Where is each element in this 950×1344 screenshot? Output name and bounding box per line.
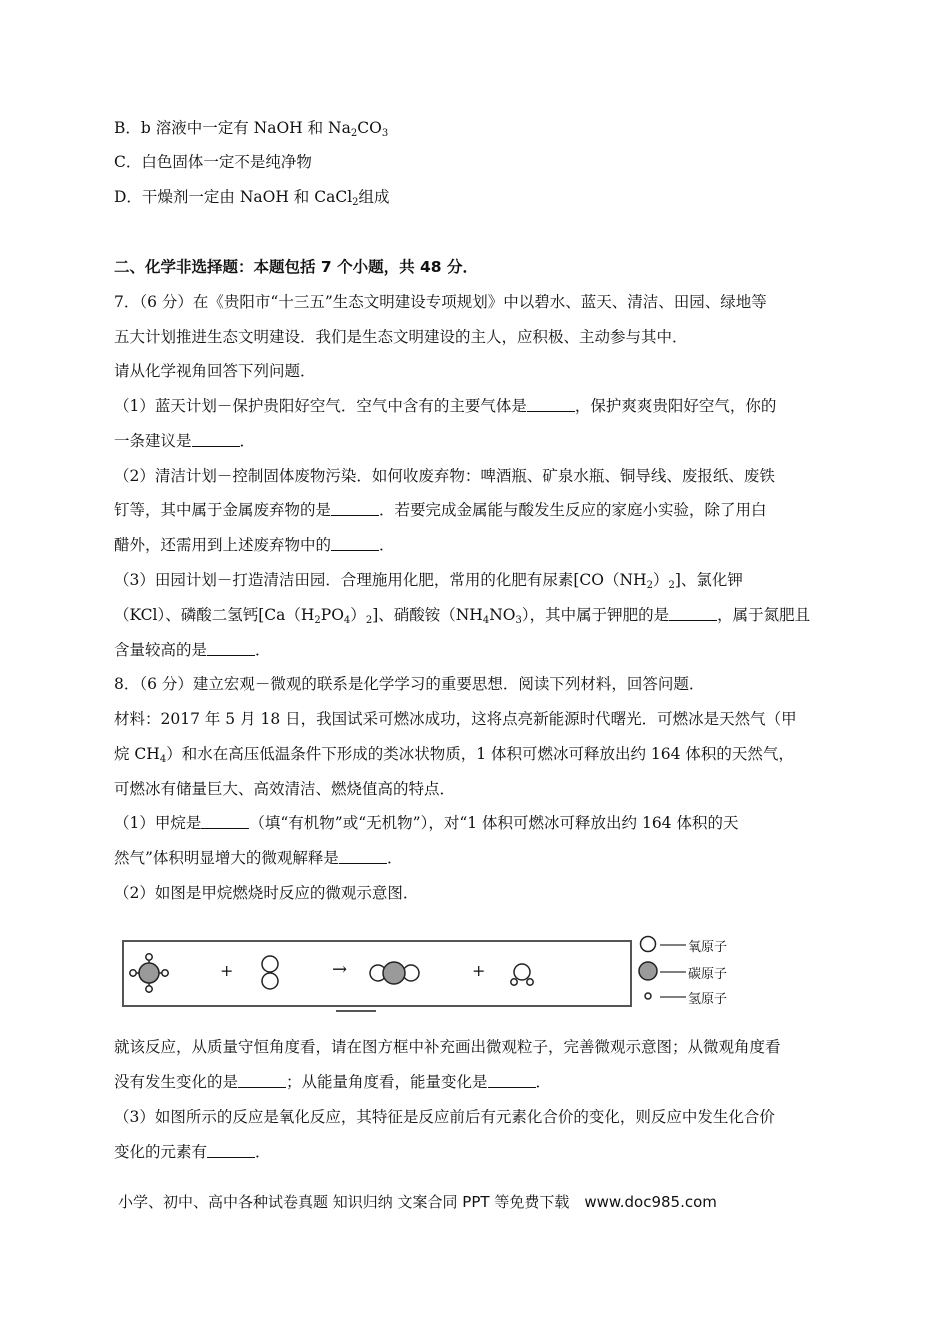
q8-material-line2: 烷 $CH_4$）和水在高压低温条件下形成的类冰状物质，1 体积可燃冰可释放出约 164 体积的天然气， bbox=[114, 745, 794, 765]
page-footer: 小学、初中、高中各种试卷真题 知识归纳 文案合同 PPT 等免费下载 www.doc985.com bbox=[118, 1193, 717, 1211]
q7-intro-line2: 五大计划推进生态文明建设．我们是生态文明建设的主人，应积极、主动参与其中． bbox=[114, 328, 688, 346]
q7-part2-line1: （2）清洁计划－控制固体废物污染．如何收废弃物：啤酒瓶、矿泉水瓶、铜导线、废报纸、废铁 bbox=[114, 467, 775, 485]
methane-molecule bbox=[130, 954, 168, 992]
option-c: C．白色固体一定不是纯净物 bbox=[114, 153, 312, 171]
plus-sign: + bbox=[472, 961, 486, 980]
q8-part1-line2: 然气”体积明显增大的微观解释是 ． bbox=[114, 849, 403, 867]
carbon-atom-icon bbox=[639, 962, 657, 980]
q8-after-line1: 就该反应，从质量守恒角度看，请在图方框中补充画出微观粒子，完善微观示意图；从微观角度看 bbox=[114, 1038, 781, 1056]
answer-blank[interactable] bbox=[207, 1143, 255, 1158]
q7-part2-line2: 钉等，其中属于金属废弃物的是 ．若要完成金属能与酸发生反应的家庭小实验，除了用白 bbox=[114, 501, 767, 519]
q8-part3-line1: （3）如图所示的反应是氧化反应，其特征是反应前后有元素化合价的变化，则反应中发生化合价 bbox=[114, 1108, 775, 1126]
answer-blank[interactable] bbox=[331, 536, 379, 551]
q8-part1-line1: （1）甲烷是 （填“有机物”或“无机物”），对“1 体积可燃冰可释放出约 164 体积的天 bbox=[114, 814, 739, 832]
atom-legend bbox=[636, 934, 786, 1014]
q8-part2-line1: （2）如图是甲烷燃烧时反应的微观示意图． bbox=[114, 884, 419, 902]
answer-blank[interactable] bbox=[192, 432, 240, 447]
answer-blank[interactable] bbox=[339, 849, 387, 864]
q7-part3-line3: 含量较高的是 ． bbox=[114, 641, 271, 659]
q8-material-line1: 材料：2017 年 5 月 18 日，我国试采可燃冰成功，这将点亮新能源时代曙光．可燃冰是天然气（甲 bbox=[114, 710, 797, 728]
answer-blank[interactable] bbox=[669, 606, 717, 621]
diagram-underline bbox=[336, 1010, 376, 1012]
answer-blank[interactable] bbox=[207, 641, 255, 656]
q7-part3-line2: （KCl）、磷酸二氢钙$[Ca(H_2PO_4)_2]$、硝酸铵$(NH_4NO_3)$，其中属于钾肥的是 ，属于氮肥且 bbox=[114, 606, 811, 626]
legend-carbon-label: 碳原子 bbox=[688, 967, 728, 982]
option-d: D．干燥剂一定由 NaOH 和 CaCl$_2$组成 bbox=[114, 188, 390, 208]
q8-intro: 8．（6 分）建立宏观－微观的联系是化学学习的重要思想．阅读下列材料，回答问题． bbox=[114, 675, 705, 693]
oxygen-molecule bbox=[262, 956, 278, 989]
legend-hydrogen-label: 氢原子 bbox=[688, 992, 728, 1007]
answer-blank[interactable] bbox=[238, 1073, 286, 1088]
q7-part1-line2: 一条建议是 ． bbox=[114, 432, 256, 450]
q7-part2-line3: 醋外，还需用到上述废弃物中的 ． bbox=[114, 536, 395, 554]
oxygen-atom-icon bbox=[641, 937, 656, 952]
option-b: B．b 溶液中一定有 NaOH 和 $Na_2CO_3$ bbox=[114, 119, 389, 139]
carbon-dioxide-molecule bbox=[370, 962, 419, 984]
answer-blank[interactable] bbox=[527, 397, 575, 412]
reaction-molecules bbox=[124, 942, 630, 1005]
section-heading: 二、化学非选择题：本题包括 7 个小题，共 48 分． bbox=[114, 258, 478, 276]
answer-blank[interactable] bbox=[488, 1073, 536, 1088]
q7-intro-line3: 请从化学视角回答下列问题． bbox=[114, 362, 316, 380]
q7-part1-line1: （1）蓝天计划－保护贵阳好空气．空气中含有的主要气体是 ，保护爽爽贵阳好空气，你的 bbox=[114, 397, 777, 415]
q7-part3-line1: （3）田园计划－打造清洁田园．合理施用化肥，常用的化肥有尿素$[CO(NH_2)_2]$、氯化钾 bbox=[114, 571, 743, 591]
hydrogen-atom-icon bbox=[645, 993, 651, 999]
reaction-diagram[interactable] bbox=[122, 940, 632, 1007]
reaction-arrow: → bbox=[332, 959, 348, 980]
q8-material-line3: 可燃冰有储量巨大、高效清洁、燃烧值高的特点． bbox=[114, 780, 456, 798]
plus-sign: + bbox=[220, 961, 234, 980]
water-molecule bbox=[511, 964, 533, 985]
q8-after-line2: 没有发生变化的是 ；从能量角度看，能量变化是 ． bbox=[114, 1073, 552, 1091]
q7-intro-line1: 7．（6 分）在《贵阳市“十三五”生态文明建设专项规划》中以碧水、蓝天、清洁、田园、绿地等 bbox=[114, 293, 767, 311]
answer-blank[interactable] bbox=[331, 501, 379, 516]
answer-blank[interactable] bbox=[201, 814, 249, 829]
legend-oxygen-label: 氧原子 bbox=[688, 940, 728, 955]
q8-part3-line2: 变化的元素有 ． bbox=[114, 1143, 271, 1161]
